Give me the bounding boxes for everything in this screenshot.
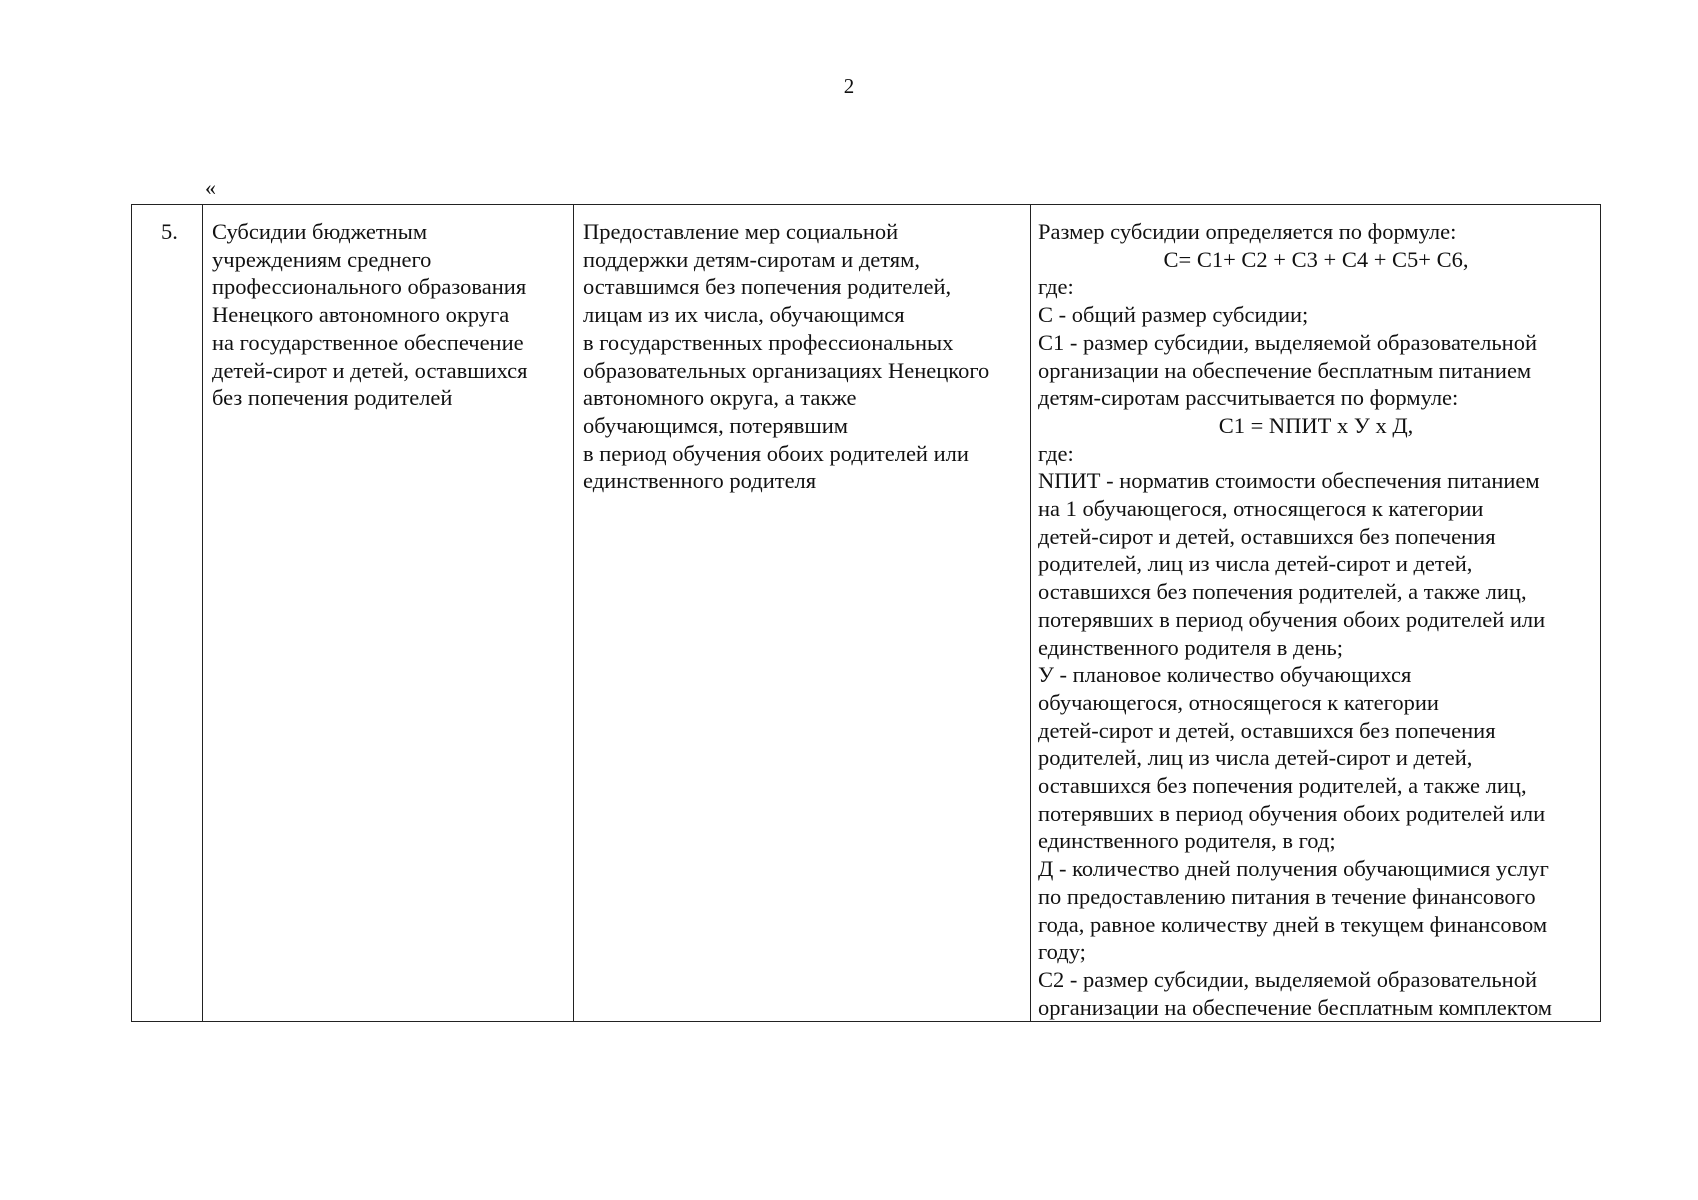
calculation-line: С1 = NПИТ х У х Д, [1218, 412, 1414, 438]
calculation-cell [1031, 205, 1601, 1022]
calculation-line: С= С1+ С2 + С3 + С4 + С5+ С6, [1163, 246, 1469, 272]
calculation-line: обучающегося, относящегося к категории [1038, 689, 1439, 715]
calculation-line: организации на обеспечение бесплатным комплектом [1038, 994, 1553, 1020]
calculation-line: году; [1038, 939, 1086, 965]
calculation-line: С1 - размер субсидии, выделяемой образовательной [1038, 329, 1538, 355]
calculation-line: детей-сирот и детей, оставшихся без попечения [1038, 523, 1496, 549]
calculation-line: Размер субсидии определяется по формуле: [1038, 219, 1457, 244]
calculation-line: на 1 обучающегося, относящегося к категории [1038, 496, 1484, 522]
calculation-line: У - плановое количество обучающихся [1038, 662, 1412, 688]
calculation-line: единственного родителя в день; [1038, 634, 1343, 660]
table-row [132, 205, 1601, 1022]
calculation-line: оставшихся без попечения родителей, а также лиц, [1038, 579, 1527, 605]
calculation-line: NПИТ - норматив стоимости обеспечения питанием [1038, 468, 1540, 494]
calculation-line: С2 - размер субсидии, выделяемой образовательной [1038, 966, 1538, 992]
calculation-line: оставшихся без попечения родителей, а также лиц, [1038, 773, 1527, 799]
subsidy-table [131, 204, 1601, 1022]
calculation-line: Д - количество дней получения обучающимися услуг [1038, 856, 1549, 882]
support-measure-cell: Предоставление мер социальной поддержки детям-сиротам и детям, оставшимся без попечения родителей, лицам из их числа, обучающимся в государственных профессиональных образовательных организациях Ненецкого автономного округа, а также обучающимся, потерявшим в период обучения обоих родителей или единственного родителя [574, 205, 1031, 1022]
calculation-line: родителей, лиц из числа детей-сирот и детей, [1038, 551, 1473, 577]
calculation-line: потерявших в период обучения обоих родителей или [1038, 800, 1546, 826]
calculation-line: детей-сирот и детей, оставшихся без попечения [1038, 717, 1496, 743]
row-number-cell: 5. [132, 205, 203, 1022]
calculation-line: С - общий размер субсидии; [1038, 302, 1309, 328]
calculation-line: детям-сиротам рассчитывается по формуле: [1038, 385, 1459, 411]
calculation-line: организации на обеспечение бесплатным питанием [1038, 357, 1532, 383]
opening-quote-mark: « [205, 175, 216, 200]
calculation-line: родителей, лиц из числа детей-сирот и детей, [1038, 745, 1473, 771]
calculation-line: по предоставлению питания в течение финансового [1038, 883, 1536, 909]
calculation-line: единственного родителя, в год; [1038, 828, 1336, 854]
calculation-line: года, равное количеству дней в текущем финансовом [1038, 911, 1548, 937]
calculation-line: где: [1038, 274, 1074, 300]
calculation-line: где: [1038, 440, 1074, 466]
page-number: 2 [843, 74, 855, 98]
subsidy-name-cell: Субсидии бюджетным учреждениям среднего профессионального образования Ненецкого автономного округа на государственное обеспечение детей-сирот и детей, оставшихся без попечения родителей [203, 205, 574, 1022]
calculation-line: потерявших в период обучения обоих родителей или [1038, 606, 1546, 632]
